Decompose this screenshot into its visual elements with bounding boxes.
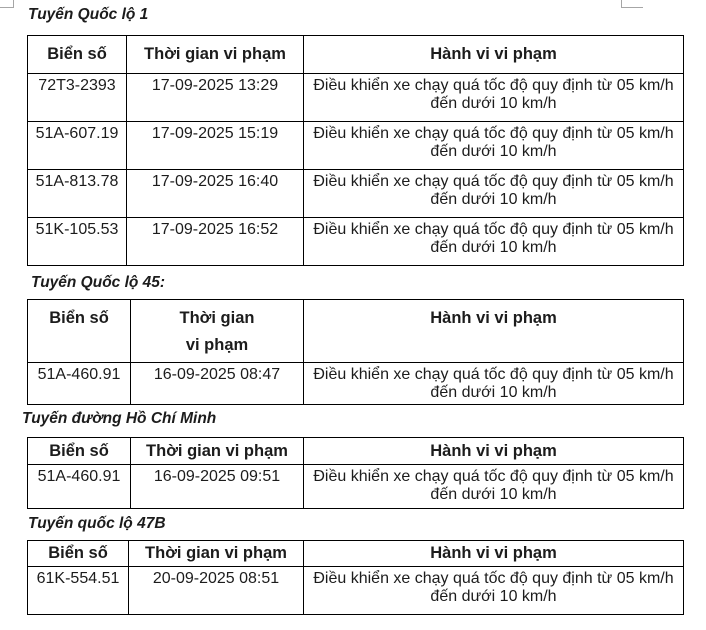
violation-cell: Điều khiển xe chạy quá tốc độ quy định từ 05 km/h đến dưới 10 km/h	[304, 74, 684, 122]
plate-cell: 51A-607.19	[28, 122, 127, 170]
route-heading-quoc-lo-47b: Tuyến quốc lộ 47B	[28, 515, 166, 532]
column-header-time: Thời gian vi phạm	[131, 438, 304, 465]
time-cell: 16-09-2025 09:51	[131, 465, 304, 509]
column-header-time-line2: vi phạm	[185, 336, 249, 354]
table-row	[28, 170, 684, 218]
time-cell: 17-09-2025 13:29	[127, 74, 304, 122]
plate-cell: 72T3-2393	[28, 74, 127, 122]
violation-cell: Điều khiển xe chạy quá tốc độ quy định từ 05 km/h đến dưới 10 km/h	[304, 170, 684, 218]
violations-table-ho-chi-minh	[27, 437, 684, 509]
column-header-plate: Biển số	[28, 541, 129, 567]
column-header-time: Thời gian vi phạm	[127, 36, 304, 74]
route-heading-ho-chi-minh: Tuyến đường Hồ Chí Minh	[22, 410, 217, 427]
violation-cell: Điều khiển xe chạy quá tốc độ quy định từ 05 km/h đến dưới 10 km/h	[304, 567, 684, 615]
table-header-row	[28, 438, 684, 465]
plate-cell: 51A-460.91	[28, 465, 131, 509]
time-cell: 17-09-2025 16:52	[127, 218, 304, 266]
column-header-violation: Hành vi vi phạm	[304, 541, 684, 567]
violation-cell: Điều khiển xe chạy quá tốc độ quy định từ 05 km/h đến dưới 10 km/h	[304, 363, 684, 405]
table-row	[28, 465, 684, 509]
table-row	[28, 122, 684, 170]
column-header-plate: Biển số	[28, 438, 131, 465]
time-cell: 16-09-2025 08:47	[131, 363, 304, 405]
column-header-violation: Hành vi vi phạm	[304, 438, 684, 465]
table-row	[28, 567, 684, 615]
table-header-row	[28, 36, 684, 74]
page-margin-crop-mark-top-left	[0, 0, 14, 8]
time-cell: 17-09-2025 15:19	[127, 122, 304, 170]
column-header-time	[131, 300, 304, 363]
violation-cell: Điều khiển xe chạy quá tốc độ quy định từ 05 km/h đến dưới 10 km/h	[304, 122, 684, 170]
table-header-row	[28, 541, 684, 567]
column-header-plate: Biển số	[28, 36, 127, 74]
column-header-violation: Hành vi vi phạm	[304, 36, 684, 74]
column-header-violation: Hành vi vi phạm	[304, 300, 684, 363]
plate-cell: 51A-813.78	[28, 170, 127, 218]
route-heading-quoc-lo-1: Tuyến Quốc lộ 1	[28, 6, 149, 23]
violations-table-quoc-lo-1	[27, 35, 684, 266]
plate-cell: 51A-460.91	[28, 363, 131, 405]
violation-cell: Điều khiển xe chạy quá tốc độ quy định từ 05 km/h đến dưới 10 km/h	[304, 218, 684, 266]
violations-table-quoc-lo-45	[27, 299, 684, 405]
violations-table-quoc-lo-47b	[27, 540, 684, 615]
table-row	[28, 74, 684, 122]
column-header-plate: Biển số	[28, 300, 131, 363]
page-margin-crop-mark-top-right	[621, 0, 643, 8]
table-row	[28, 218, 684, 266]
table-row	[28, 363, 684, 405]
plate-cell: 61K-554.51	[28, 567, 129, 615]
violation-cell: Điều khiển xe chạy quá tốc độ quy định từ 05 km/h đến dưới 10 km/h	[304, 465, 684, 509]
plate-cell: 51K-105.53	[28, 218, 127, 266]
table-header-row	[28, 300, 684, 363]
column-header-time-line1: Thời gian	[179, 309, 255, 327]
time-cell: 20-09-2025 08:51	[129, 567, 304, 615]
column-header-time: Thời gian vi phạm	[129, 541, 304, 567]
time-cell: 17-09-2025 16:40	[127, 170, 304, 218]
route-heading-quoc-lo-45: Tuyến Quốc lộ 45:	[31, 274, 166, 291]
